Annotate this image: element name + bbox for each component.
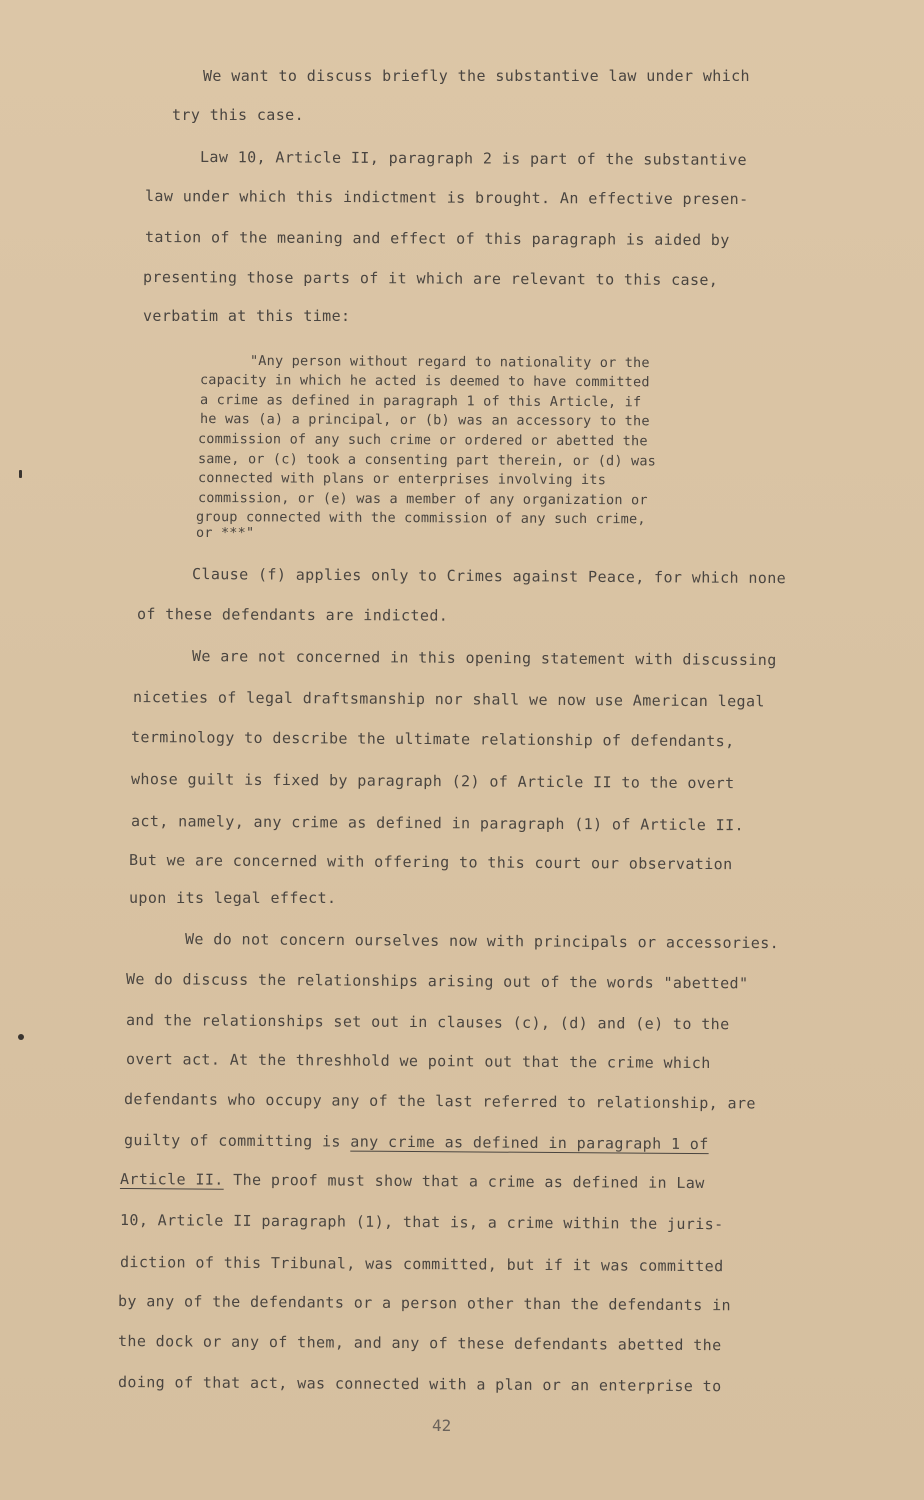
text-line: by any of the defendants or a person other than the defendants in [117, 1292, 732, 1315]
text-line: upon its legal effect. [129, 889, 337, 907]
quote-line: or ***" [196, 525, 255, 541]
text-line: defendants who occupy any of the last referred to relationship, are [123, 1090, 756, 1113]
text-line [124, 1131, 709, 1153]
quote-line: "Any person without regard to nationality or the [249, 353, 650, 372]
text-line: Clause (f) applies only to Crimes against Peace, for which none [191, 565, 787, 588]
text-line: of these defendants are indicted. [136, 605, 449, 625]
text-line: verbatim at this time: [143, 307, 351, 325]
text-line: try this case. [172, 106, 305, 124]
text-line: act, namely, any crime as defined in paragraph (1) of Article II. [130, 812, 745, 835]
underlined-phrase: Article II. [119, 1170, 224, 1189]
text-line: niceties of legal draftsmanship nor shall we now use American legal [132, 688, 765, 711]
page-number: 42 [432, 1416, 452, 1435]
underlined-phrase: any crime as defined in paragraph 1 of [350, 1132, 709, 1154]
text-line: terminology to describe the ultimate relationship of defendants, [130, 728, 735, 751]
text-line: We are not concerned in this opening statement with discussing [191, 647, 777, 670]
text-span: The proof must show that a crime as defined in Law [223, 1170, 705, 1193]
text-line: We want to discuss briefly the substantive law under which [203, 67, 750, 85]
quote-line: commission, or (e) was a member of any organization or [197, 490, 648, 509]
text-line: diction of this Tribunal, was committed, but if it was committed [119, 1253, 724, 1276]
margin-mark [19, 470, 22, 478]
text-line: whose guilt is fixed by paragraph (2) of Article II to the overt [130, 770, 735, 793]
text-line: overt act. At the threshhold we point out that the crime which [125, 1050, 711, 1073]
quote-line: same, or (c) took a consenting part therein, or (d) was [197, 451, 657, 470]
text-line: the dock or any of them, and any of these defendants abetted the [117, 1332, 722, 1355]
quote-line: connected with plans or enterprises involving its [197, 470, 607, 489]
quote-line: he was (a) a principal, or (b) was an accessory to the [199, 411, 650, 430]
text-line: 10, Article II paragraph (1), that is, a crime within the juris- [119, 1211, 724, 1234]
text-line: law under which this indictment is brought. An effective presen- [144, 187, 749, 209]
text-line: We do not concern ourselves now with principals or accessories. [184, 930, 780, 953]
text-line: presenting those parts of it which are relevant to this case, [142, 268, 719, 290]
text-line: But we are concerned with offering to this court our observation [128, 851, 733, 874]
quote-line: commission of any such crime or ordered or abetted the [197, 431, 648, 450]
quote-line: capacity in which he acted is deemed to have committed [199, 372, 650, 391]
text-line: and the relationships set out in clauses (c), (d) and (e) to the [125, 1011, 730, 1034]
text-span: guilty of committing is [123, 1131, 351, 1151]
text-line: tation of the meaning and effect of this paragraph is aided by [144, 228, 730, 250]
text-line [120, 1170, 705, 1192]
text-line: doing of that act, was connected with a plan or an enterprise to [117, 1373, 722, 1396]
punch-hole-mark [18, 1034, 24, 1040]
text-line: We do discuss the relationships arising out of the words "abetted" [125, 970, 749, 993]
quote-line: group connected with the commission of any such crime, [195, 509, 646, 528]
quote-line: a crime as defined in paragraph 1 of this Article, if [199, 392, 642, 411]
text-line: Law 10, Article II, paragraph 2 is part of the substantive [199, 148, 748, 169]
